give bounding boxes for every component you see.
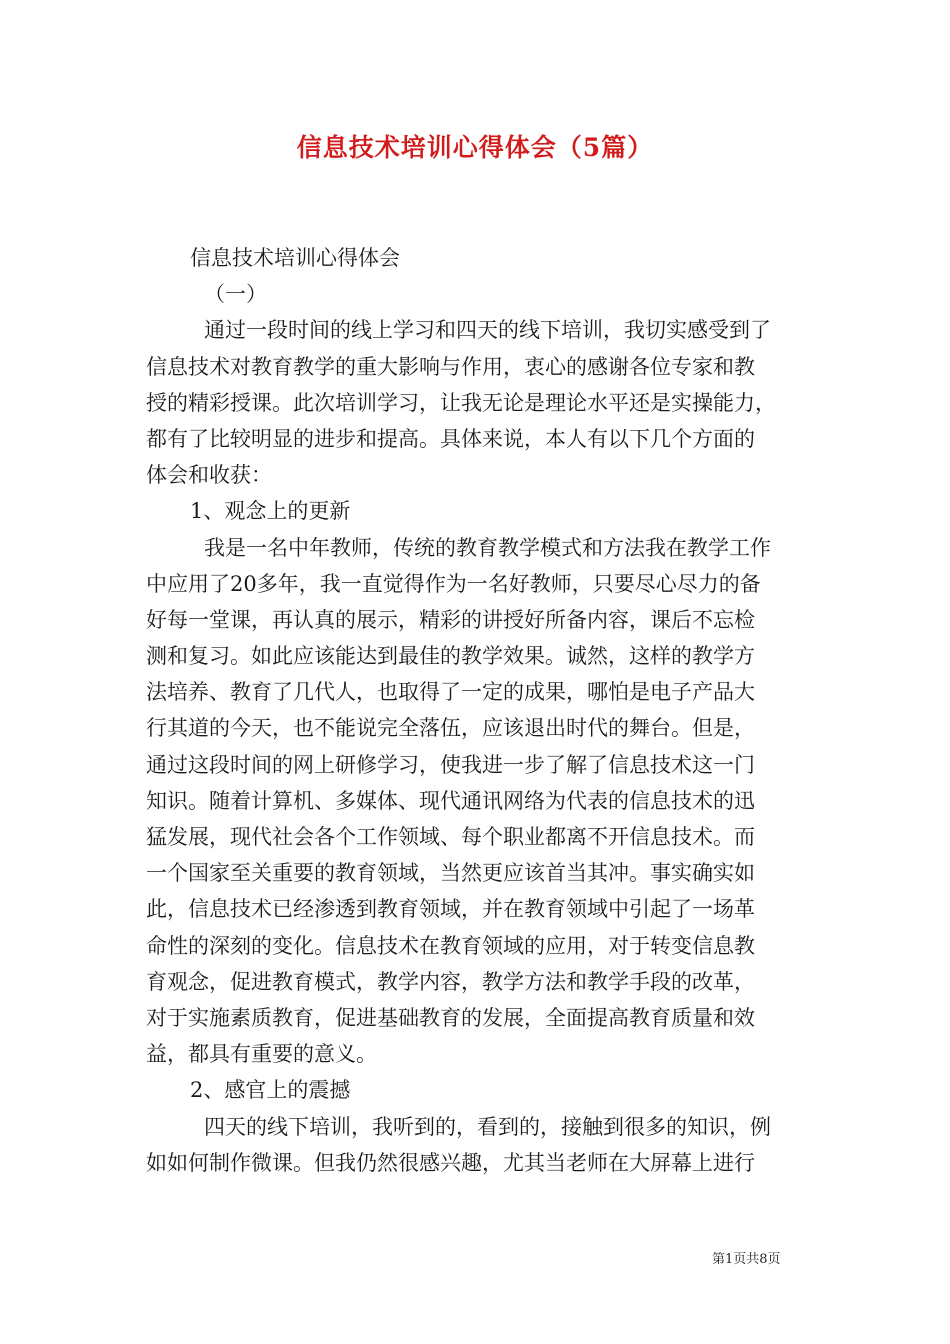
paragraph-line: 益，都具有重要的意义。 <box>146 1042 377 1067</box>
paragraph-line: 我是一名中年教师，传统的教育教学模式和方法我在教学工作 <box>204 535 771 560</box>
section-heading: 信息技术培训心得体会 <box>190 246 400 270</box>
paragraph-line: 体会和收获： <box>146 463 272 488</box>
document-title: 信息技术培训心得体会（5篇） <box>296 133 654 162</box>
paragraph-line: 授的精彩授课。此次培训学习，让我无论是理论水平还是实操能力， <box>146 390 776 415</box>
paragraph-line: 一个国家至关重要的教育领域，当然更应该首当其冲。事实确实如 <box>146 861 755 886</box>
paragraph-line: 中应用了20多年，我一直觉得作为一名好教师，只要尽心尽力的备 <box>146 571 761 596</box>
paragraph-line: 好每一堂课，再认真的展示，精彩的讲授好所备内容，课后不忘检 <box>146 607 755 632</box>
subsection-heading: 1、观念上的更新 <box>190 499 351 524</box>
paragraph-line: 通过这段时间的网上研修学习，使我进一步了解了信息技术这一门 <box>146 752 755 777</box>
paragraph-line: 命性的深刻的变化。信息技术在教育领域的应用，对于转变信息教 <box>146 933 755 958</box>
paragraph-line: 测和复习。如此应该能达到最佳的教学效果。诚然，这样的教学方 <box>146 644 755 669</box>
paragraph-line: 行其道的今天，也不能说完全落伍，应该退出时代的舞台。但是， <box>146 716 755 741</box>
paragraph-line: 法培养、教育了几代人，也取得了一定的成果，哪怕是电子产品大 <box>146 680 755 705</box>
paragraph-line: 四天的线下培训，我听到的，看到的，接触到很多的知识，例 <box>204 1114 771 1139</box>
paragraph-line: 信息技术对教育教学的重大影响与作用，衷心的感谢各位专家和教 <box>146 354 755 379</box>
section-number: （一） <box>204 282 267 307</box>
paragraph-line: 对于实施素质教育，促进基础教育的发展，全面提高教育质量和效 <box>146 1005 755 1030</box>
paragraph-line: 知识。随着计算机、多媒体、现代通讯网络为代表的信息技术的迅 <box>146 788 755 813</box>
paragraph-line: 猛发展，现代社会各个工作领域、每个职业都离不开信息技术。而 <box>146 825 755 849</box>
subsection-heading: 2、感官上的震撼 <box>190 1078 351 1103</box>
paragraph-line: 都有了比较明显的进步和提高。具体来说，本人有以下几个方面的 <box>146 426 755 451</box>
document-body <box>146 240 810 1181</box>
paragraph-line: 此，信息技术已经渗透到教育领域，并在教育领域中引起了一场革 <box>146 897 755 922</box>
page-number: 第1页共8页 <box>712 1252 781 1267</box>
paragraph-line: 育观念，促进教育模式，教学内容，教学方法和教学手段的改革， <box>146 969 755 994</box>
paragraph-line: 通过一段时间的线上学习和四天的线下培训，我切实感受到了 <box>204 318 771 343</box>
paragraph-line: 如如何制作微课。但我仍然很感兴趣，尤其当老师在大屏幕上进行 <box>146 1150 755 1175</box>
